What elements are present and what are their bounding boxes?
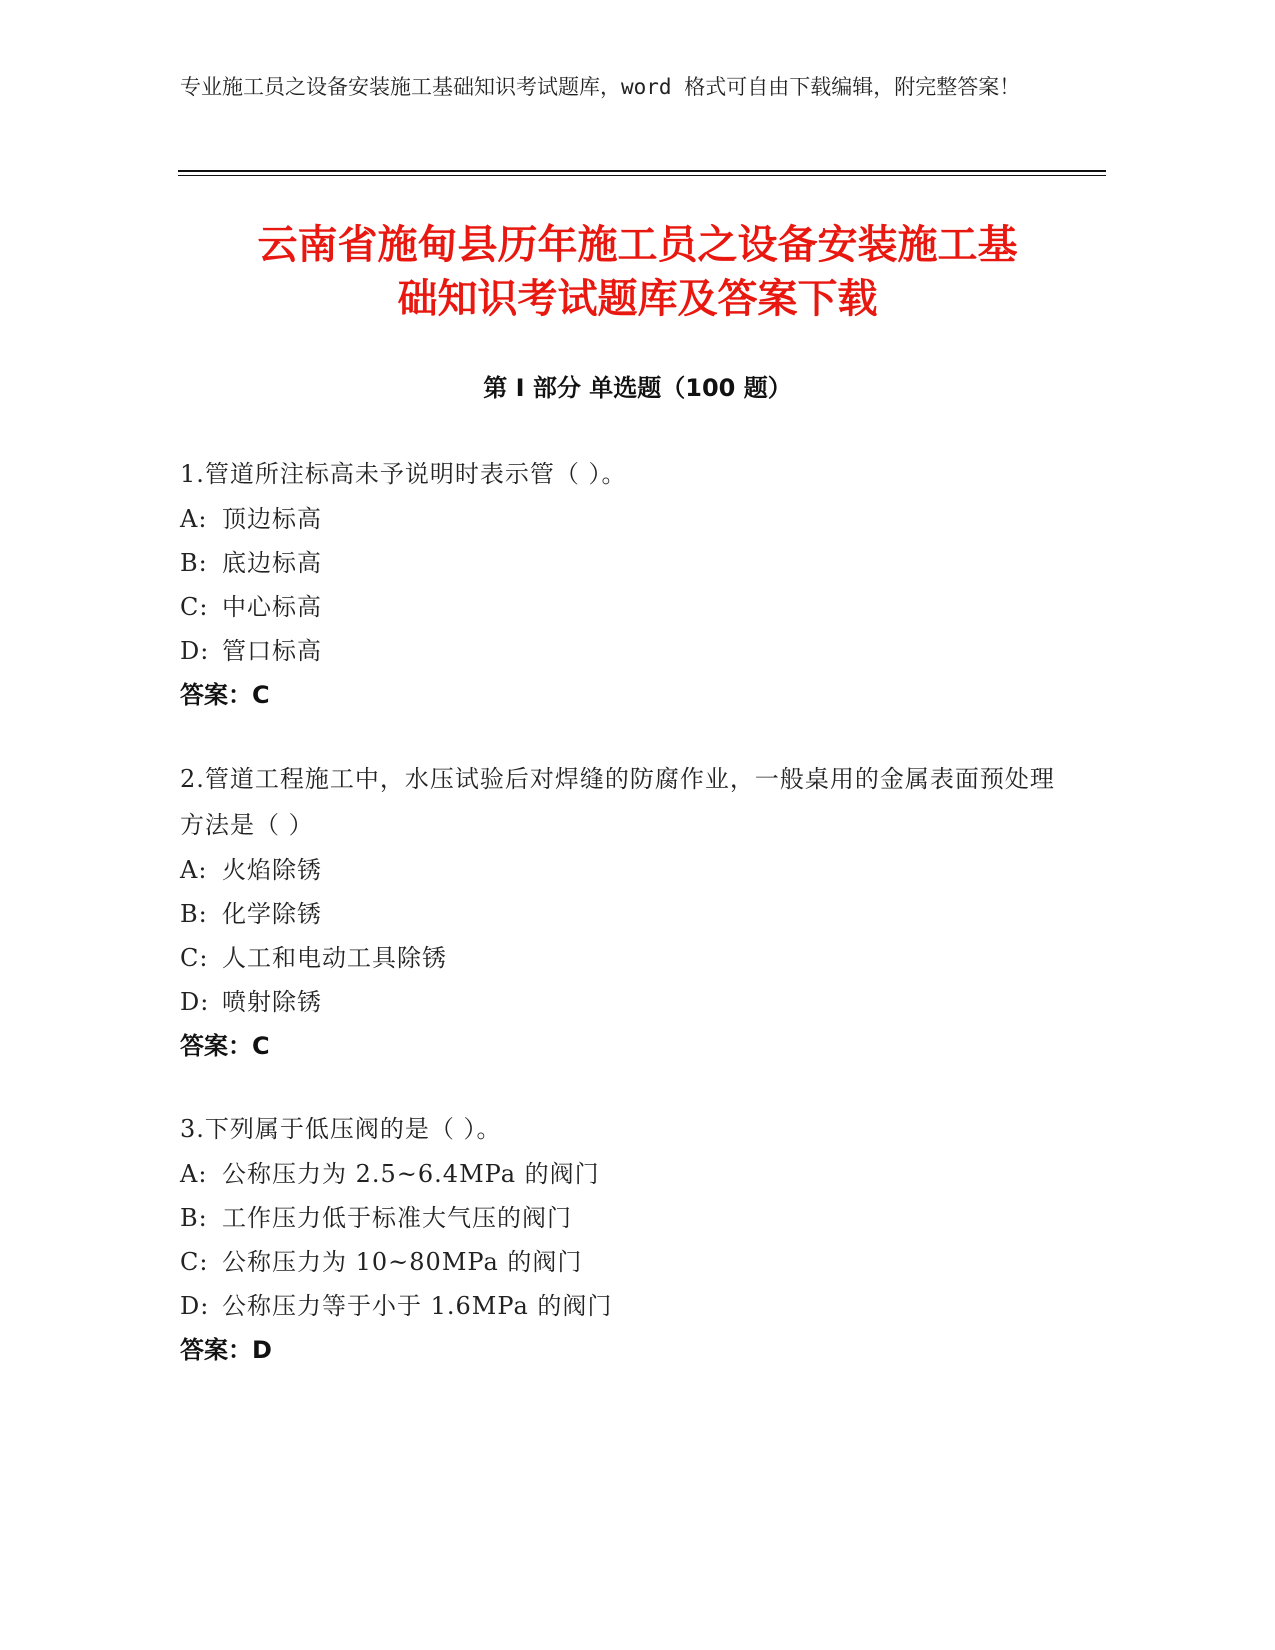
option-letter: A: — [180, 1160, 208, 1188]
document-title — [150, 218, 1125, 326]
option-text: 公称压力为 10~80MPa 的阀门 — [222, 1248, 583, 1276]
option-text: 人工和电动工具除锈 — [222, 944, 447, 972]
option-text: 喷射除锈 — [222, 988, 322, 1016]
section-title: 第 I 部分 单选题（100 题） — [483, 374, 792, 402]
option-d — [180, 980, 1060, 1024]
option-letter: B: — [180, 900, 208, 928]
option-d — [180, 629, 1060, 673]
document-title-line-2: 础知识考试题库及答案下载 — [397, 276, 878, 322]
option-text: 中心标高 — [222, 593, 322, 621]
option-c — [180, 1240, 1060, 1284]
option-letter: B: — [180, 1204, 208, 1232]
option-b — [180, 892, 1060, 936]
option-text: 火焰除锈 — [222, 856, 322, 884]
option-b — [180, 541, 1060, 585]
option-letter: B: — [180, 549, 208, 577]
option-letter: D: — [180, 637, 210, 665]
header-rule-thin — [178, 175, 1106, 176]
option-letter: A: — [180, 856, 208, 884]
option-text: 公称压力为 2.5~6.4MPa 的阀门 — [222, 1160, 600, 1188]
option-letter: D: — [180, 988, 210, 1016]
option-text: 顶边标高 — [222, 505, 322, 533]
option-a — [180, 848, 1060, 892]
option-text: 化学除锈 — [222, 900, 322, 928]
option-b — [180, 1196, 1060, 1240]
document-title-line-1: 云南省施甸县历年施工员之设备安装施工基 — [257, 222, 1018, 268]
option-text: 底边标高 — [222, 549, 322, 577]
question-3 — [180, 1106, 1060, 1372]
answer: 答案：C — [180, 1032, 270, 1060]
question-stem: 2.管道工程施工中，水压试验后对焊缝的防腐作业，一般桌用的金属表面预处理方法是（ ） — [180, 765, 1055, 839]
question-stem: 1.管道所注标高未予说明时表示管（ ）。 — [180, 460, 627, 488]
option-letter: C: — [180, 593, 209, 621]
answer: 答案：D — [180, 1336, 272, 1364]
option-a — [180, 497, 1060, 541]
option-letter: D: — [180, 1292, 210, 1320]
option-letter: C: — [180, 944, 209, 972]
option-c — [180, 585, 1060, 629]
question-2 — [180, 756, 1060, 1068]
question-stem: 3.下列属于低压阀的是（ ）。 — [180, 1115, 502, 1143]
header-rule-thick — [178, 170, 1106, 172]
option-text: 工作压力低于标准大气压的阀门 — [222, 1204, 572, 1232]
option-letter: A: — [180, 505, 208, 533]
header-note: 专业施工员之设备安装施工基础知识考试题库，word 格式可自由下载编辑，附完整答案！ — [180, 75, 1021, 99]
answer: 答案：C — [180, 681, 270, 709]
option-letter: C: — [180, 1248, 209, 1276]
option-a — [180, 1152, 1060, 1196]
option-c — [180, 936, 1060, 980]
option-d — [180, 1284, 1060, 1328]
option-text: 公称压力等于小于 1.6MPa 的阀门 — [222, 1292, 613, 1320]
question-1 — [180, 451, 1060, 717]
option-text: 管口标高 — [222, 637, 322, 665]
